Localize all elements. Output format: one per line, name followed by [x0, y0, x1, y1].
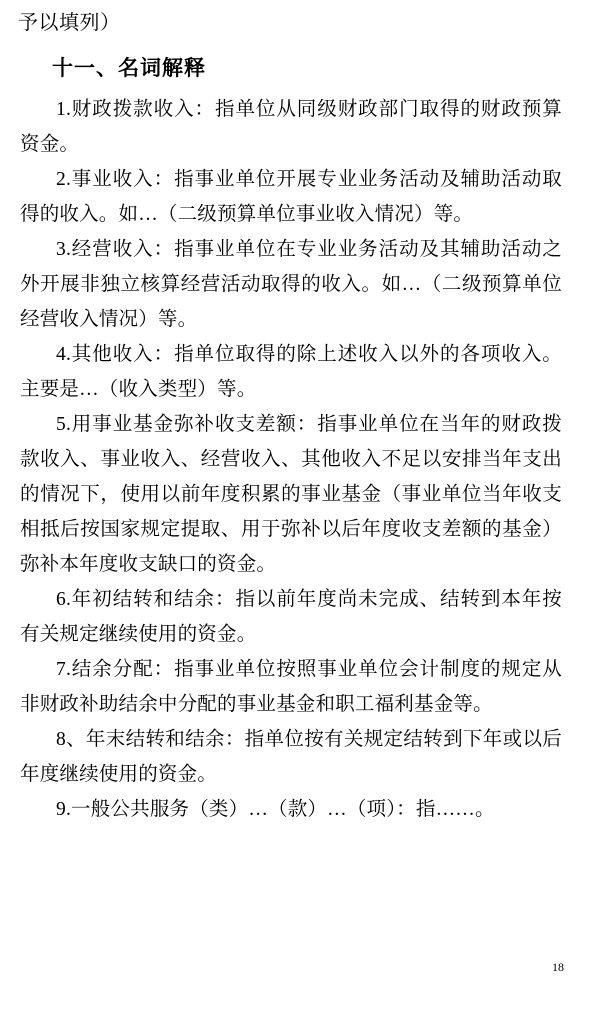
page-number: 18 [552, 960, 564, 974]
paragraph-4: 4.其他收入：指单位取得的除上述收入以外的各项收入。主要是…（收入类型）等。 [20, 344, 562, 400]
paragraph-2: 2.事业收入：指事业单位开展专业业务活动及辅助活动取得的收入。如…（二级预算单位事业收入情况）等。 [20, 169, 562, 225]
paragraph-7: 7.结余分配：指事业单位按照事业单位会计制度的规定从非财政补助结余中分配的事业基金和职工福利基金等。 [20, 659, 562, 715]
paragraph-8: 8、年末结转和结余：指单位按有关规定结转到下年或以后年度继续使用的资金。 [20, 729, 562, 785]
paragraph-1: 1.财政拨款收入：指单位从同级财政部门取得的财政预算资金。 [20, 99, 562, 155]
paragraph-6: 6.年初结转和结余：指以前年度尚未完成、结转到本年按有关规定继续使用的资金。 [20, 589, 562, 645]
paragraph-3: 3.经营收入：指事业单位在专业业务活动及其辅助活动之外开展非独立核算经营活动取得的收入。如…（二级预算单位经营收入情况）等。 [20, 239, 562, 330]
paragraph-5: 5.用事业基金弥补收支差额：指事业单位在当年的财政拨款收入、事业收入、经营收入、其他收入不足以安排当年支出的情况下，使用以前年度积累的事业基金（事业单位当年收支相抵后按国家规定提取、用于弥补以后年度收支差额的基金）弥补本年度收支缺口的资金。 [20, 414, 562, 575]
section-heading: 十一、名词解释 [52, 56, 206, 80]
carryover-text: 予以填列） [18, 12, 121, 34]
paragraph-9: 9.一般公共服务（类）…（款）…（项）：指……。 [56, 799, 495, 820]
